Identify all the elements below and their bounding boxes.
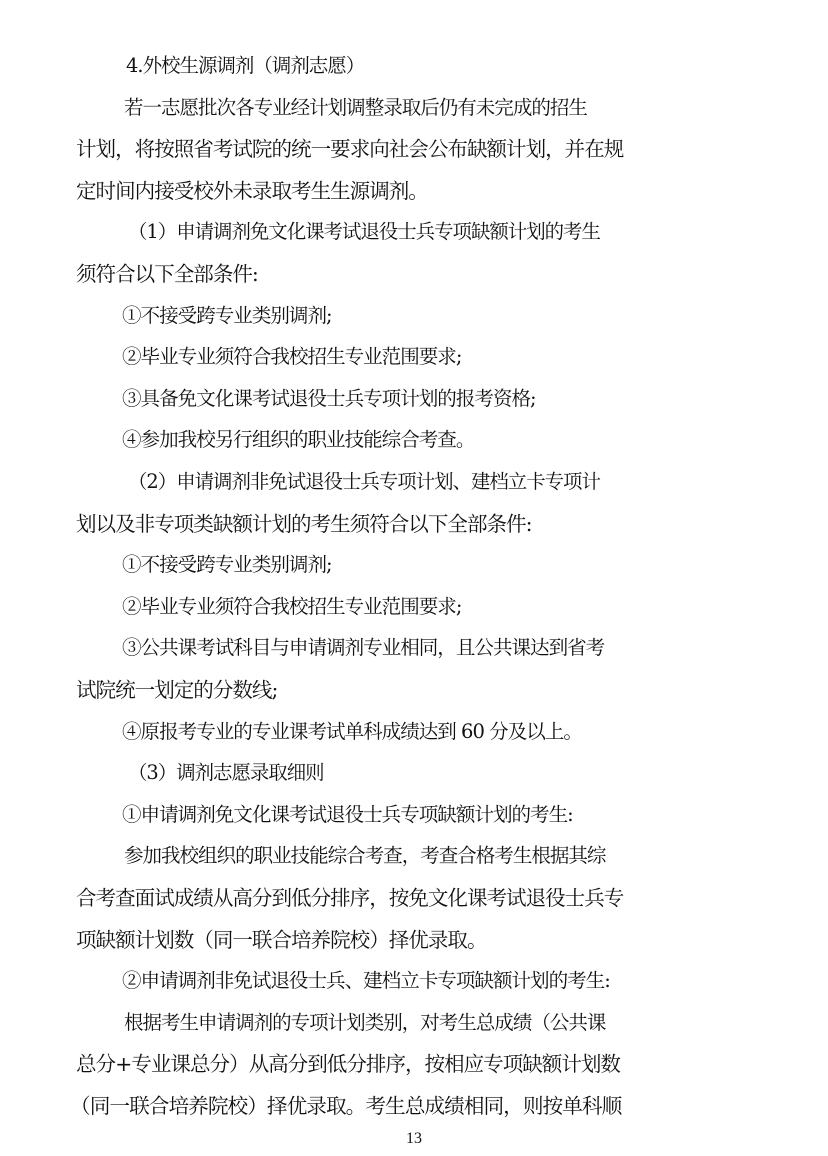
subsection-heading: （3）调剂志愿录取细则 [128,761,324,785]
paragraph-line: 若一志愿批次各专业经计划调整录取后仍有未完成的招生 [124,95,587,119]
subsection-heading: （2）申请调剂非免试退役士兵专项计划、建档立卡专项计 [128,470,600,493]
paragraph-line: 计划，将按照省考试院的统一要求向社会公布缺额计划，并在规 [76,137,624,162]
paragraph-line: 项缺额计划数（同一联合培养院校）择优录取。 [76,927,487,952]
list-item: ④原报考专业的专业课考试单科成绩达到 60 分及以上。 [122,719,582,743]
list-item: ①不接受跨专业类别调剂; [122,553,332,577]
list-item: ④参加我校另行组织的职业技能综合考查。 [122,428,475,452]
paragraph-line: 定时间内接受校外未录取考生生源调剂。 [76,178,428,203]
paragraph-line: （同一联合培养院校）择优录取。考生总成绩相同，则按单科顺 [70,1094,622,1118]
list-item: ①申请调剂免文化课考试退役士兵专项缺额计划的考生: [122,802,573,826]
list-item: ③具备免文化课考试退役士兵专项计划的报考资格; [122,386,536,410]
paragraph-line: 根据考生申请调剂的专项计划类别，对考生总成绩（公共课 [124,1010,606,1034]
paragraph-line: 划以及非专项类缺额计划的考生须符合以下全部条件: [76,511,532,536]
list-item: ③公共课考试科目与申请调剂专业相同，且公共课达到省考 [122,636,605,660]
section-heading: 4.外校生源调剂（调剂志愿） [126,54,365,77]
paragraph-line: 合考查面试成绩从高分到低分排序，按免文化课考试退役士兵专 [76,886,624,910]
paragraph-line: 参加我校组织的职业技能综合考查，考查合格考生根据其综 [124,844,606,868]
list-item: ①不接受跨专业类别调剂; [122,303,332,327]
page-number: 13 [406,1130,422,1147]
paragraph-line: 试院统一划定的分数线; [76,678,278,702]
paragraph-line: 须符合以下全部条件: [76,262,258,286]
list-item: ②申请调剂非免试退役士兵、建档立卡专项缺额计划的考生: [122,969,610,993]
paragraph-line: 总分+专业课总分）从高分到低分排序，按相应专项缺额计划数 [76,1052,620,1077]
list-item: ②毕业专业须符合我校招生专业范围要求; [122,345,462,369]
subsection-heading: （1）申请调剂免文化课考试退役士兵专项缺额计划的考生 [128,220,600,244]
list-item: ②毕业专业须符合我校招生专业范围要求; [122,594,462,618]
